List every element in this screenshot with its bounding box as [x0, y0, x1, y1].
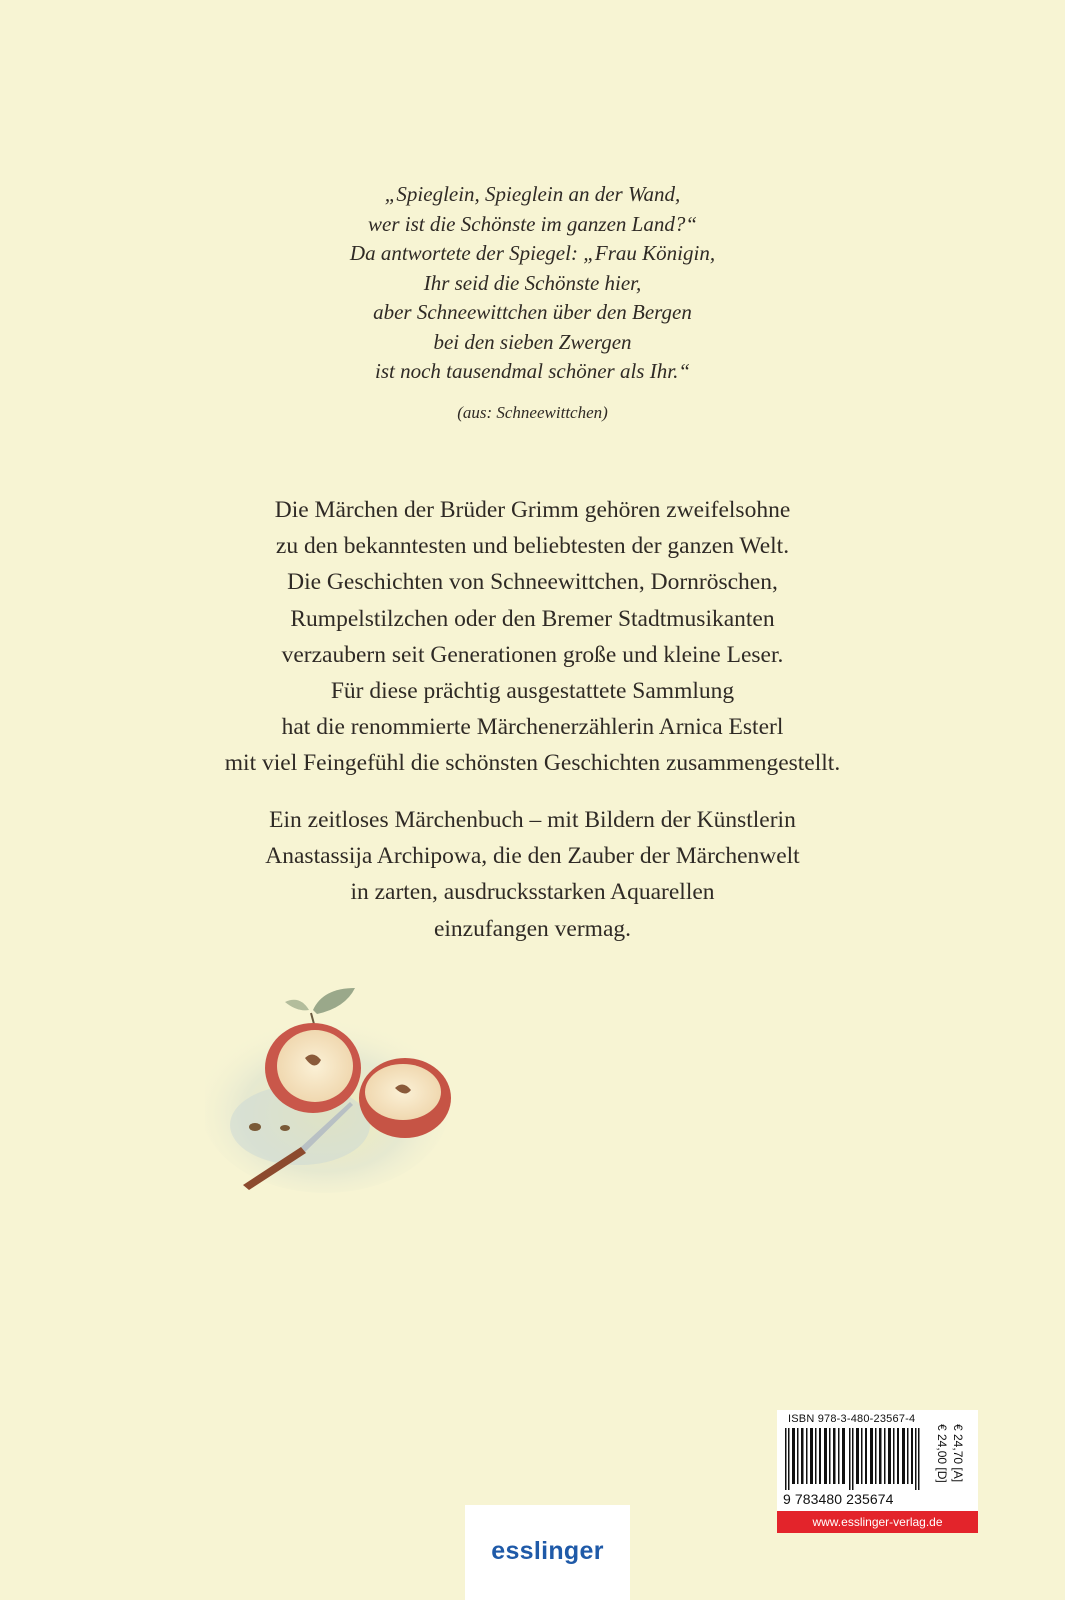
quote-line: Ihr seid die Schönste hier, — [423, 270, 642, 295]
publisher-logo-panel — [465, 1505, 630, 1600]
price-austria: € 24,70 [A] — [951, 1424, 965, 1483]
barcode-panel — [777, 1410, 978, 1517]
blurb-line: hat die renommierte Märchenerzählerin Arnica Esterl — [281, 714, 784, 741]
quote-line: „Spieglein, Spieglein an der Wand, — [384, 182, 681, 206]
isbn-label: ISBN 978-3-480-23567-4 — [788, 1413, 916, 1425]
price-block — [933, 1424, 973, 1514]
quote-line: aber Schneewittchen über den Bergen — [373, 300, 692, 324]
blurb-line: Ein zeitloses Märchenbuch – mit Bildern der Künstlerin — [269, 807, 796, 833]
barcode-digits: 9 783480 235674 — [783, 1491, 894, 1507]
blurb-line: Anastassija Archipowa, die den Zauber der Märchenwelt — [265, 843, 800, 870]
blurb-line: Rumpelstilzchen oder den Bremer Stadtmusikanten — [290, 605, 775, 632]
price-germany: € 24,00 [D] — [935, 1424, 949, 1483]
blurb-line: Die Märchen der Brüder Grimm gehören zweifelsohne — [274, 497, 791, 523]
blurb-line: mit viel Feingefühl die schönsten Geschichten zusammengestellt. — [224, 750, 841, 777]
epigraph-quote — [0, 180, 1065, 387]
publisher-logo: esslinger — [491, 1537, 604, 1565]
blurb-line: zu den bekanntesten und beliebtesten der ganzen Welt. — [275, 533, 790, 560]
quote-line: wer ist die Schönste im ganzen Land?“ — [368, 211, 697, 236]
blurb-paragraph-2 — [0, 802, 1065, 947]
quote-source: (aus: Schneewittchen) — [457, 403, 608, 422]
blurb-paragraph-1 — [0, 492, 1065, 782]
barcode-bars — [783, 1428, 921, 1490]
quote-line: ist noch tausendmal schöner als Ihr.“ — [375, 359, 690, 383]
apple-knife-illustration — [205, 980, 465, 1200]
quote-line: bei den sieben Zwergen — [433, 329, 632, 354]
blurb-line: Die Geschichten von Schneewittchen, Dornröschen, — [287, 569, 778, 596]
blurb-line: Für diese prächtig ausgestattete Sammlung — [330, 678, 735, 705]
quote-line: Da antwortete der Spiegel: „Frau Königin, — [349, 241, 716, 265]
blurb-line: verzaubern seit Generationen große und kleine Leser. — [281, 641, 784, 668]
blurb-line: einzufangen vermag. — [433, 915, 632, 942]
publisher-url[interactable]: www.esslinger-verlag.de — [777, 1511, 978, 1533]
blurb-line: in zarten, ausdrucksstarken Aquarellen — [350, 879, 715, 906]
